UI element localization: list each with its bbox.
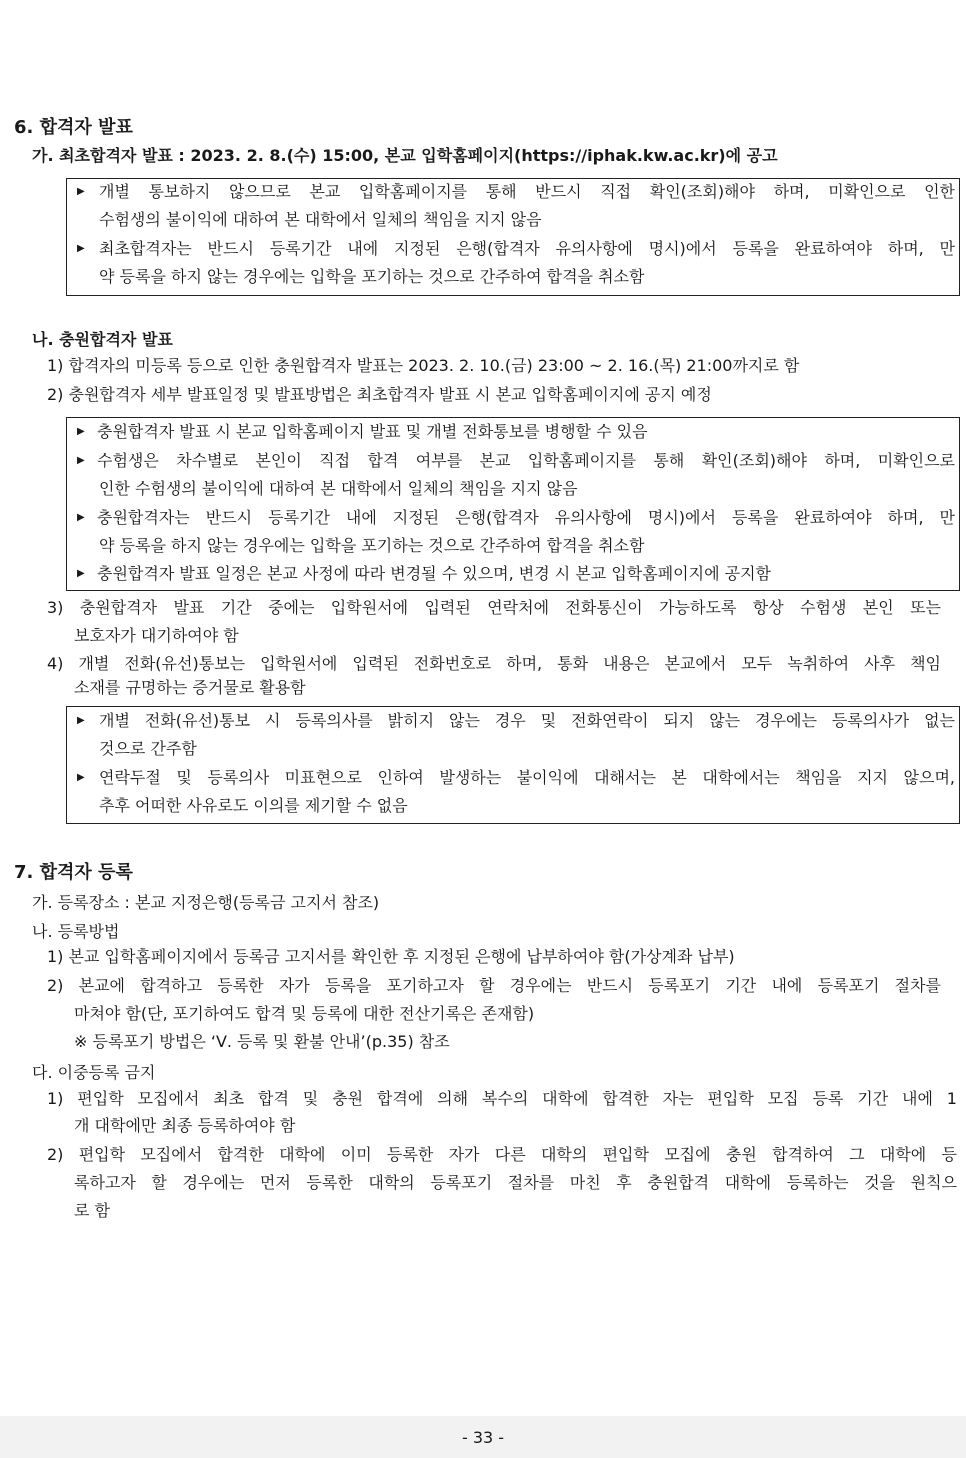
section-7c: 다. 이중등록 금지 [32,1063,156,1082]
box1-item2-line2: 약 등록을 하지 않는 경우에는 입학을 포기하는 것으로 간주하여 합격을 취소함 [99,267,645,286]
section-7c-item1-line1: 1) 편입학 모집에서 최초 합격 및 충원 합격에 의해 복수의 대학에 합격한 자는 편입학 모집 등록 기간 내에 1 [47,1089,957,1108]
section-7b-item2-line1: 2) 본교에 합격하고 등록한 자가 등록을 포기하고자 할 경우에는 반드시 등록포기 기간 내에 등록포기 절차를 [47,976,941,995]
section-7c-item2-line3: 로 함 [74,1201,110,1220]
box1-item2-line1: 최초합격자는 반드시 등록기간 내에 지정된 은행(합격자 유의사항에 명시)에서 등록을 완료하여야 하며, 만 [99,239,955,258]
box2-item2-line1: 수험생은 차수별로 본인이 직접 합격 여부를 본교 입학홈페이지를 통해 확인(조회)해야 하며, 미확인으로 [97,451,955,470]
section-7c-item2-line2: 록하고자 할 경우에는 먼저 등록한 대학의 등록포기 절차를 마친 후 충원합격 대학에 등록하는 것을 원칙으 [74,1173,957,1192]
triangle-right-icon: ▶ [77,243,85,254]
section-7b-item1: 1) 본교 입학홈페이지에서 등록금 고지서를 확인한 후 지정된 은행에 납부하여야 함(가상계좌 납부) [47,947,735,966]
triangle-right-icon: ▶ [77,772,85,783]
notice-box-2 [66,417,960,591]
notice-box-1 [66,178,960,296]
section-6-title: 6. 합격자 발표 [14,117,133,138]
box2-item2-line2: 인한 수험생의 불이익에 대하여 본 대학에서 일체의 책임을 지지 않음 [99,479,578,498]
box2-item4: 충원합격자 발표 일정은 본교 사정에 따라 변경될 수 있으며, 변경 시 본교 입학홈페이지에 공지함 [97,564,771,583]
box3-item2-line2: 추후 어떠한 사유로도 이의를 제기할 수 없음 [99,796,408,815]
section-7c-item1-line2: 개 대학에만 최종 등록하여야 함 [74,1116,296,1135]
section-6b-item3-line2: 보호자가 대기하여야 함 [74,626,239,645]
section-6b-item4-line1: 4) 개별 전화(유선)통보는 입학원서에 입력된 전화번호로 하며, 통화 내용은 본교에서 모두 녹취하여 사후 책임 [47,654,941,673]
section-6b-item2: 2) 충원합격자 세부 발표일정 및 발표방법은 최초합격자 발표 시 본교 입학홈페이지에 공지 예정 [47,385,712,404]
box2-item3-line1: 충원합격자는 반드시 등록기간 내에 지정된 은행(합격자 유의사항에 명시)에서 등록을 완료하여야 하며, 만 [97,508,955,527]
triangle-right-icon: ▶ [77,186,85,197]
page-number: - 33 - [461,1428,505,1447]
triangle-right-icon: ▶ [77,568,85,579]
section-7c-item2-line1: 2) 편입학 모집에서 합격한 대학에 이미 등록한 자가 다른 대학의 편입학 모집에 충원 합격하여 그 대학에 등 [47,1145,957,1164]
section-7b-item2-line2: 마쳐야 함(단, 포기하여도 합격 및 등록에 대한 전산기록은 존재함) [74,1004,535,1023]
box1-item1-line2: 수험생의 불이익에 대하여 본 대학에서 일체의 책임을 지지 않음 [99,210,542,229]
box2-item3-line2: 약 등록을 하지 않는 경우에는 입학을 포기하는 것으로 간주하여 합격을 취소함 [99,536,645,555]
box3-item1-line1: 개별 전화(유선)통보 시 등록의사를 밝히지 않는 경우 및 전화연락이 되지 않는 경우에는 등록의사가 없는 [99,711,955,730]
section-6b-title: 나. 충원합격자 발표 [32,330,173,349]
triangle-right-icon: ▶ [77,426,85,437]
section-6a-title: 가. 최초합격자 발표 : 2023. 2. 8.(수) 15:00, 본교 입학홈페이지(https://iphak.kw.ac.kr)에 공고 [32,146,778,165]
section-6b-item4-line2: 소재를 규명하는 증거물로 활용함 [74,678,306,697]
box2-item1: 충원합격자 발표 시 본교 입학홈페이지 발표 및 개별 전화통보를 병행할 수 있음 [97,422,648,441]
triangle-right-icon: ▶ [77,455,85,466]
section-7-title: 7. 합격자 등록 [14,862,133,883]
section-7a: 가. 등록장소 : 본교 지정은행(등록금 고지서 참조) [32,893,380,912]
section-6b-item3-line1: 3) 충원합격자 발표 기간 중에는 입학원서에 입력된 연락처에 전화통신이 가능하도록 항상 수험생 본인 또는 [47,598,941,617]
triangle-right-icon: ▶ [77,715,85,726]
section-7b: 나. 등록방법 [32,922,120,941]
box3-item2-line1: 연락두절 및 등록의사 미표현으로 인하여 발생하는 불이익에 대해서는 본 대학에서는 책임을 지지 않으며, [99,768,955,787]
triangle-right-icon: ▶ [77,512,85,523]
box1-item1-line1: 개별 통보하지 않으므로 본교 입학홈페이지를 통해 반드시 직접 확인(조회)해야 하며, 미확인으로 인한 [99,182,955,201]
section-7b-note: ※ 등록포기 방법은 ‘Ⅴ. 등록 및 환불 안내’(p.35) 참조 [74,1032,450,1051]
section-6b-item1: 1) 합격자의 미등록 등으로 인한 충원합격자 발표는 2023. 2. 10.(금) 23:00 ~ 2. 16.(목) 21:00까지로 함 [47,356,800,375]
box3-item1-line2: 것으로 간주함 [99,739,197,758]
notice-box-3 [66,706,960,824]
